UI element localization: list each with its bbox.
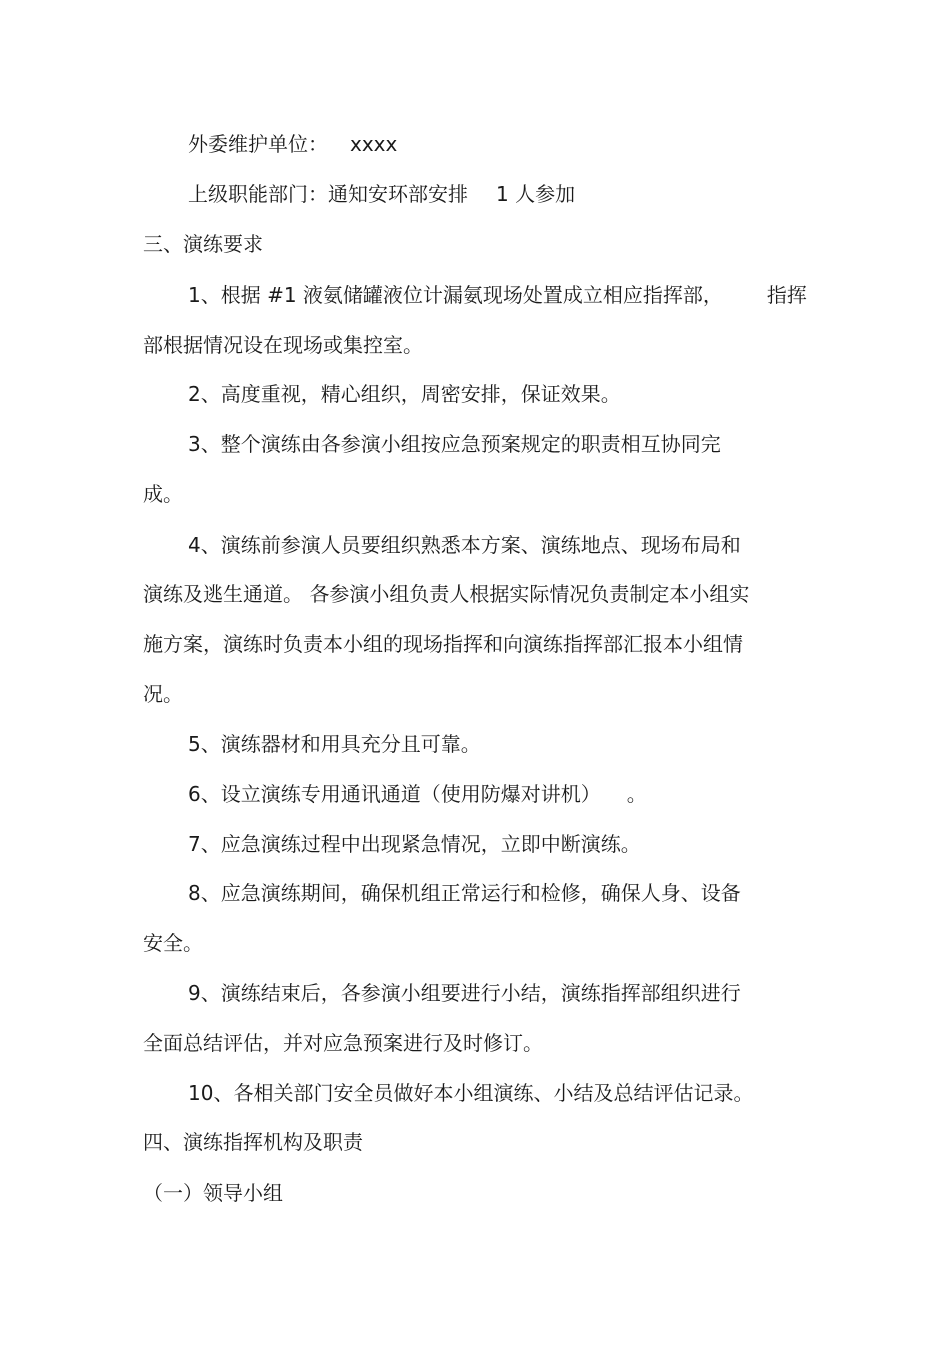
text-line: 况。	[143, 682, 183, 706]
text-line: 4、演练前参演人员要组织熟悉本方案、演练地点、现场布局和	[188, 533, 741, 557]
text-line: 9、演练结束后，各参演小组要进行小结，演练指挥部组织进行	[188, 981, 741, 1005]
text-line: 成。	[143, 482, 183, 506]
text-line: 全面总结评估，并对应急预案进行及时修订。	[143, 1031, 543, 1055]
text-line: 上级职能部门：通知安环部安排 1 人参加	[188, 182, 576, 206]
text-line: 10、各相关部门安全员做好本小组演练、小结及总结评估记录。	[188, 1081, 754, 1105]
subsection-heading: （一）领导小组	[143, 1181, 283, 1205]
text-line: 外委维护单位： xxxx	[188, 132, 398, 156]
text-line: 8、应急演练期间，确保机组正常运行和检修，确保人身、设备	[188, 881, 741, 905]
text-line: 2、高度重视，精心组织，周密安排，保证效果。	[188, 382, 621, 406]
text-line: 1、根据 #1 液氨储罐液位计漏氨现场处置成立相应指挥部， 指挥	[188, 283, 807, 307]
text-line: 安全。	[143, 931, 203, 955]
text-line: 6、设立演练专用通讯通道（使用防爆对讲机） 。	[188, 782, 647, 806]
text-line: 3、整个演练由各参演小组按应急预案规定的职责相互协同完	[188, 432, 721, 456]
section-heading: 四、演练指挥机构及职责	[143, 1130, 363, 1154]
text-line: 部根据情况设在现场或集控室。	[143, 333, 423, 357]
text-line: 5、演练器材和用具充分且可靠。	[188, 732, 481, 756]
text-line: 施方案，演练时负责本小组的现场指挥和向演练指挥部汇报本小组情	[143, 632, 743, 656]
text-line: 7、应急演练过程中出现紧急情况，立即中断演练。	[188, 832, 641, 856]
text-line: 演练及逃生通道。 各参演小组负责人根据实际情况负责制定本小组实	[143, 582, 750, 606]
section-heading: 三、演练要求	[143, 232, 263, 256]
